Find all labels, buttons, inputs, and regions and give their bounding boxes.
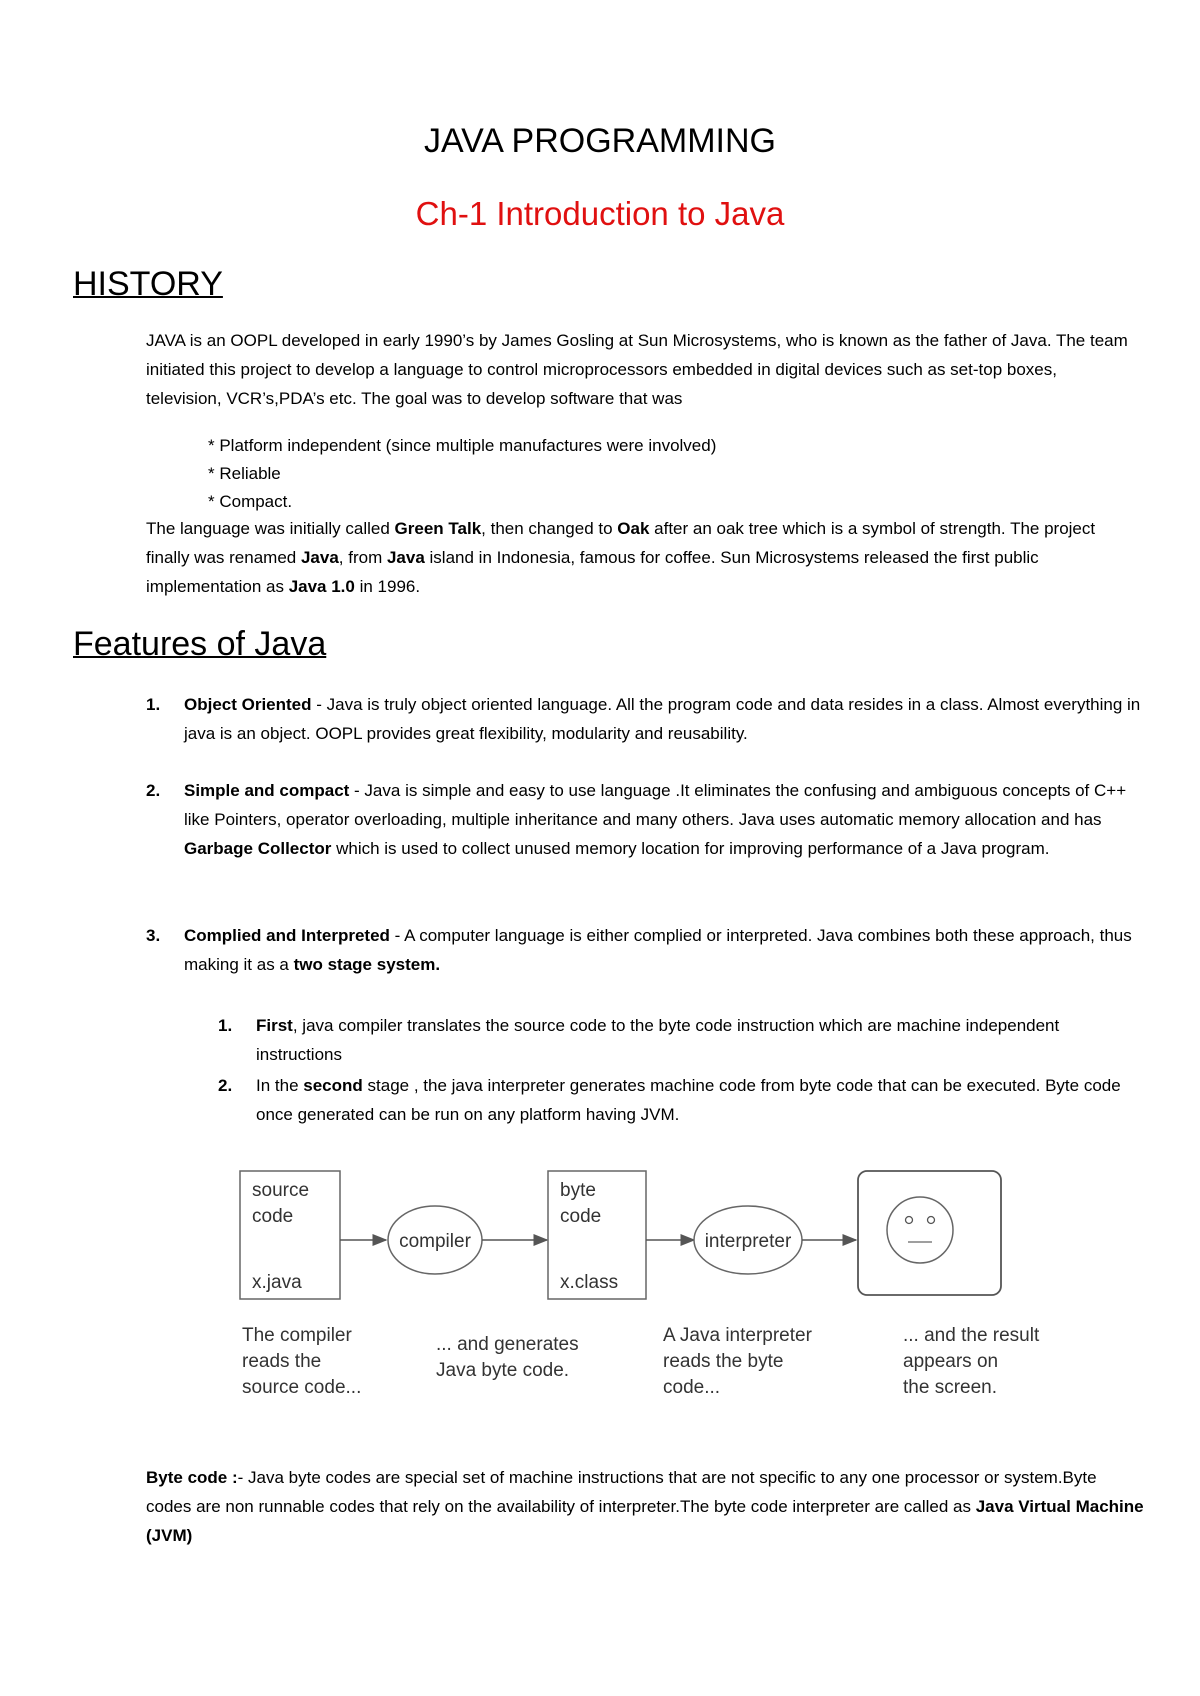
text-run: In the <box>256 1076 304 1095</box>
text-run: , java compiler translates the source code to the byte code instruction which are machine independent instructions <box>256 1016 1060 1064</box>
caption-line: Java byte code. <box>436 1360 570 1381</box>
java-version-term: Java 1.0 <box>288 577 355 596</box>
caption-line: appears on <box>903 1351 999 1372</box>
java-term: Java <box>300 548 339 567</box>
features-heading: Features of Java <box>73 625 327 663</box>
text-run: after an oak tree which is a symbol of strength. The project finally was renamed <box>146 519 1096 567</box>
java-compilation-diagram <box>236 1168 1006 1318</box>
list-number: 1. <box>218 1016 233 1035</box>
stage-text <box>256 1011 1138 1069</box>
source-box-filename: x.java <box>252 1272 302 1293</box>
chapter-subtitle: Ch-1 Introduction to Java <box>415 195 785 232</box>
goal-bullet: * Compact. <box>208 492 293 511</box>
green-talk-term: Green Talk <box>394 519 482 538</box>
caption-line: ... and generates <box>436 1334 579 1355</box>
list-number: 2. <box>218 1076 233 1095</box>
goal-bullet-list <box>208 432 716 516</box>
text-run: - A computer language is either complied or interpreted. Java combines both these approach, thus making it as a <box>184 926 1132 974</box>
text-run: in 1996. <box>354 577 421 596</box>
feature-text <box>184 921 1146 979</box>
text-run: - Java is simple and easy to use language .It eliminates the confusing and ambiguous concepts of C++ like Pointers, operator overloading, multiple inheritance and many others. Java uses automatic memory allocation and has <box>184 781 1127 829</box>
diagram-caption-result <box>903 1323 1039 1401</box>
caption-line: source code... <box>242 1377 362 1398</box>
caption-line: A Java interpreter <box>663 1325 812 1346</box>
caption-line: reads the byte <box>663 1351 784 1372</box>
feature-text <box>184 776 1146 863</box>
text-run: , then changed to <box>481 519 618 538</box>
caption-line: reads the <box>242 1351 322 1372</box>
goal-bullet: * Platform independent (since multiple manufactures were involved) <box>208 436 717 455</box>
list-number: 3. <box>146 926 161 945</box>
text-run: stage , the java interpreter generates machine code from byte code that can be executed. Byte code once generated can be run on any platform having JVM. <box>256 1076 1121 1124</box>
garbage-collector-term: Garbage Collector <box>184 839 332 858</box>
page-title: JAVA PROGRAMMING <box>423 122 776 160</box>
byte-box-label: code <box>560 1206 602 1227</box>
text-run: - Java byte codes are special set of machine instructions that are not specific to any one processor or system.Byte codes are non runnable codes that rely on the availability of interpreter.The byte code interpreter are called as <box>146 1468 1097 1516</box>
caption-line: code... <box>663 1377 721 1398</box>
history-naming-paragraph <box>146 514 1126 601</box>
list-number: 1. <box>146 695 161 714</box>
list-number: 2. <box>146 781 161 800</box>
source-box-label: source <box>252 1180 310 1201</box>
history-intro: JAVA is an OOPL developed in early 1990’s by James Gosling at Sun Microsystems, who is known as the father of Java. The team initiated this project to develop a language to control microprocessors embedded in digital devices such as set-top boxes, television, VCR’s,PDA’s etc. The goal was to develop software that was <box>146 331 1128 408</box>
jvm-term: Java Virtual Machine (JVM) <box>146 1497 1144 1545</box>
diagram-caption-interpreter <box>663 1323 812 1401</box>
caption-line: the screen. <box>903 1377 997 1398</box>
caption-line: ... and the result <box>903 1325 1040 1346</box>
java-island-term: Java <box>386 548 425 567</box>
diagram-caption-compiler <box>242 1323 361 1401</box>
byte-box-label: byte <box>560 1180 596 1201</box>
feature-text <box>184 690 1146 748</box>
oak-term: Oak <box>617 519 650 538</box>
stage-text <box>256 1071 1138 1129</box>
text-run: which is used to collect unused memory location for improving performance of a Java program. <box>331 839 1050 858</box>
bytecode-paragraph <box>146 1463 1146 1550</box>
feature-term: Object Oriented <box>184 695 312 714</box>
feature-term: Complied and Interpreted <box>184 926 390 945</box>
stage-term: second <box>303 1076 363 1095</box>
stage-term: First <box>256 1016 293 1035</box>
goal-bullet: * Reliable <box>208 464 281 483</box>
caption-line: The compiler <box>242 1325 352 1346</box>
interpreter-label: interpreter <box>704 1231 792 1252</box>
two-stage-term: two stage system. <box>293 955 441 974</box>
bytecode-term: Byte code : <box>146 1468 238 1487</box>
text-run: island in Indonesia, famous for coffee. Sun Microsystems released the first public implementation as <box>146 548 1039 596</box>
byte-box-filename: x.class <box>560 1272 619 1293</box>
text-run: - Java is truly object oriented language. All the program code and data resides in a class. Almost everything in java is an object. OOPL provides great flexibility, modularity and reusability. <box>184 695 1141 743</box>
compiler-label: compiler <box>399 1231 471 1252</box>
source-box-label: code <box>252 1206 294 1227</box>
text-run: , from <box>338 548 387 567</box>
text-run: The language was initially called <box>146 519 395 538</box>
smiley-face-icon <box>887 1197 953 1263</box>
feature-term: Simple and compact <box>184 781 350 800</box>
history-heading: HISTORY <box>73 265 223 303</box>
diagram-caption-bytecode <box>436 1332 579 1384</box>
